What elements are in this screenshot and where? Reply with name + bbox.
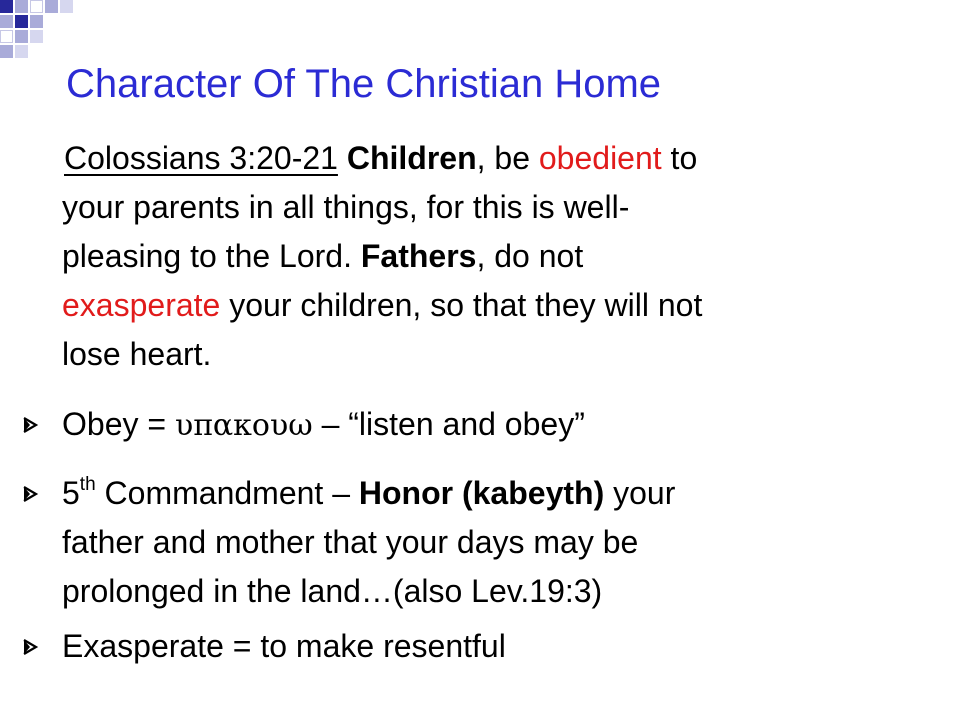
- verse-line-1: Colossians 3:20-21 Children, be obedient to: [64, 140, 698, 176]
- verse-word-exasperate: exasperate: [62, 287, 221, 323]
- verse-line-3: pleasing to the Lord. Fathers, do not: [62, 238, 584, 274]
- verse-line-2: your parents in all things, for this is well-: [62, 189, 630, 225]
- verse-word-children: Children: [346, 140, 477, 176]
- arrow-bullet-icon: [22, 469, 42, 518]
- verse-word-fathers: Fathers: [360, 238, 477, 274]
- greek-word: υπακουω: [174, 408, 313, 443]
- arrow-bullet-icon: [22, 400, 42, 449]
- slide-title: Character Of The Christian Home: [66, 62, 662, 106]
- verse-line-4: exasperate your children, so that they will not: [62, 287, 703, 323]
- verse-reference: Colossians 3:20-21: [64, 140, 338, 176]
- arrow-bullet-icon: [22, 622, 42, 671]
- bullet-obey: Obey = υπακουω – “listen and obey”: [62, 400, 932, 450]
- bullet-commandment: 5th Commandment – Honor (kabeyth) your father and mother that your days may be prolonged in the land…(also Lev.19:3): [62, 469, 932, 616]
- bullet-exasperate: Exasperate = to make resentful: [62, 622, 932, 671]
- honor-term: Honor (kabeyth): [358, 475, 605, 511]
- verse-paragraph: [62, 134, 932, 379]
- verse-word-obedient: obedient: [538, 140, 662, 176]
- verse-line-5: lose heart.: [62, 336, 212, 372]
